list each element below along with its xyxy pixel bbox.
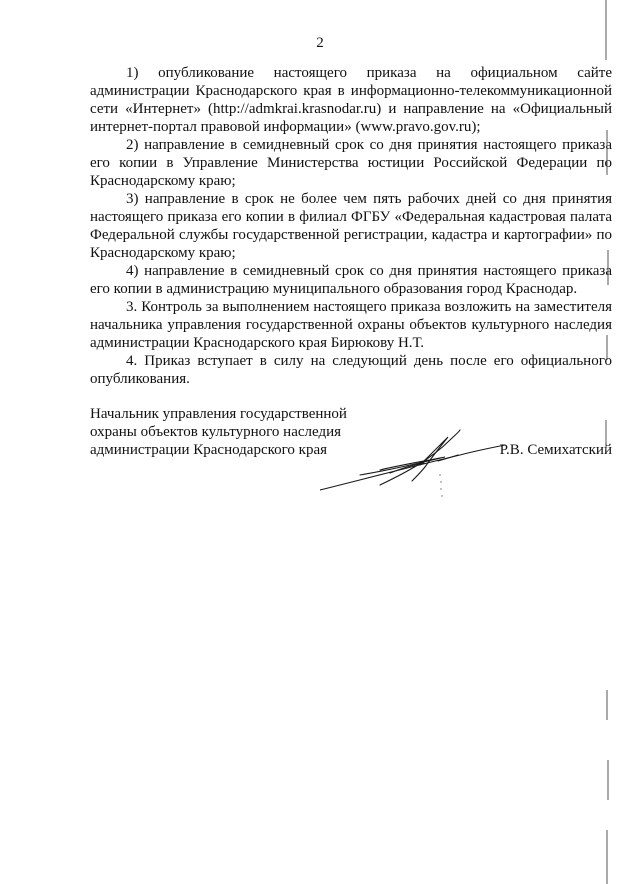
scan-edge-artifact	[598, 0, 610, 884]
document-body	[90, 64, 612, 388]
paragraph-publication: 1) опубликование настоящего приказа на официальном сайте администрации Краснодарского края в информационно-телекоммуникационной сети «Интернет» (http://admkrai.krasnodar.ru) и направление на «Официальный интернет-портал правовой информации» (www.pravo.gov.ru);	[90, 65, 612, 135]
paragraph-control: 3. Контроль за выполнением настоящего приказа возложить на заместителя начальника управления государственной охраны объектов культурного наследия администрации Краснодарского края Бирюкову Н.Т.	[90, 299, 612, 351]
paragraph-municipal-administration: 4) направление в семидневный срок со дня принятия настоящего приказа его копии в администрацию муниципального образования город Краснодар.	[90, 263, 612, 297]
handwritten-signature	[320, 415, 510, 505]
signature-block	[90, 405, 612, 505]
signer-position-line: охраны объектов культурного наследия	[90, 424, 342, 440]
paragraph-ministry-justice: 2) направление в семидневный срок со дня принятия настоящего приказа его копии в Управление Министерства юстиции Российской Федерации по Краснодарскому краю;	[90, 137, 612, 189]
paragraph-effective-date: 4. Приказ вступает в силу на следующий день после его официального опубликования.	[90, 353, 612, 387]
paragraph-cadastral-chamber: 3) направление в срок не более чем пять рабочих дней со дня принятия настоящего приказа его копии в филиал ФГБУ «Федеральная кадастровая палата Федеральной службы государственной регистрации, кадастра и картографии» по Краснодарскому краю;	[90, 191, 612, 261]
page-number: 2	[316, 35, 324, 51]
signer-position-line: Начальник управления государственной	[90, 406, 347, 422]
signer-position-line: администрации Краснодарского края	[90, 442, 328, 458]
signer-name: Р.В. Семихатский	[499, 442, 612, 458]
